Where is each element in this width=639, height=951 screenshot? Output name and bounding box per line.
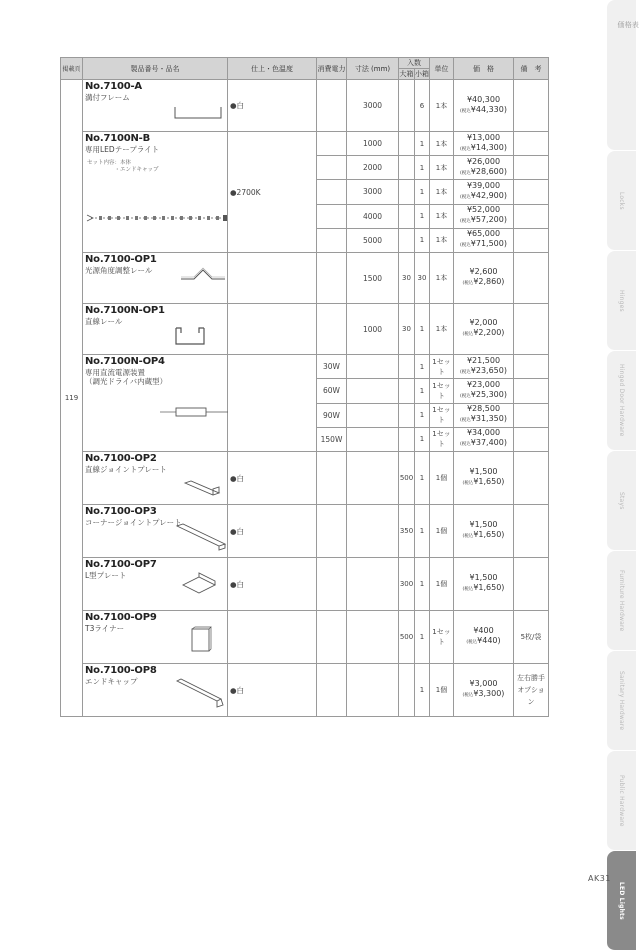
table-row [61, 558, 549, 611]
size-cell [347, 611, 399, 664]
product-name-cell [83, 611, 228, 664]
remarks-cell [514, 379, 549, 403]
unit-cell: 1本 [430, 304, 454, 355]
side-tab-label: 価格表 [617, 20, 639, 29]
price-table [60, 57, 549, 717]
remarks-cell [514, 253, 549, 304]
qty-large-cell [399, 664, 415, 717]
qty-small-cell: 1 [415, 228, 430, 252]
size-cell [347, 558, 399, 611]
finish-cell: ●白 [228, 664, 317, 717]
qty-large-cell [399, 180, 415, 204]
table-row [61, 253, 549, 304]
tax-prefix: (税込 [462, 587, 474, 592]
unit-cell: 1セット [430, 403, 454, 427]
price-cell [454, 80, 514, 132]
qty-large-cell [399, 80, 415, 132]
qty-large-cell: 30 [399, 304, 415, 355]
tax-value: ¥37,400) [470, 438, 507, 448]
product-description: エンドキャップ [85, 677, 138, 686]
product-illustration [160, 406, 228, 418]
product-illustration [175, 522, 227, 552]
remarks-cell: 5枚/袋 [514, 611, 549, 664]
remarks-cell [514, 403, 549, 427]
product-name-cell [83, 355, 228, 452]
size-cell [347, 664, 399, 717]
product-name-cell [83, 80, 228, 132]
size-cell: 3000 [347, 80, 399, 132]
finish-cell: ●白 [228, 505, 317, 558]
price-value: ¥3,000 [469, 679, 498, 688]
page-ref-number: 119 [64, 394, 79, 402]
power-cell [317, 228, 347, 252]
finish-cell: ●白 [228, 452, 317, 505]
qty-large-cell [399, 403, 415, 427]
col-header-qty-small: 小箱 [415, 70, 429, 78]
table-row [61, 505, 549, 558]
remarks-cell [514, 228, 549, 252]
product-code: No.7100N-OP4 [85, 356, 165, 367]
price-with-tax [454, 239, 513, 251]
side-tab-3[interactable] [607, 351, 636, 451]
price-cell [454, 253, 514, 304]
product-name-cell [83, 558, 228, 611]
product-description: 直線レール [85, 317, 123, 326]
size-cell [347, 355, 399, 379]
size-cell [347, 403, 399, 427]
tax-value: ¥28,600) [470, 166, 507, 176]
remarks-cell [514, 80, 549, 132]
qty-large-cell [399, 228, 415, 252]
price-with-tax [454, 530, 513, 542]
product-code: No.7100-OP8 [85, 665, 157, 676]
power-cell [317, 611, 347, 664]
remarks-cell [514, 427, 549, 451]
product-name-cell [83, 132, 228, 253]
tax-value: ¥1,650) [473, 583, 505, 592]
tax-value: ¥1,650) [473, 530, 505, 539]
side-tab-label: Hinges [618, 289, 625, 312]
size-cell: 3000 [347, 180, 399, 204]
qty-small-cell: 1 [415, 355, 430, 379]
size-cell [347, 427, 399, 451]
finish-cell [228, 611, 317, 664]
price-value: ¥34,000 [466, 428, 501, 438]
qty-large-cell: 350 [399, 505, 415, 558]
tax-value: ¥57,200) [470, 215, 507, 225]
product-code: No.7100-OP9 [85, 612, 157, 623]
remarks-cell [514, 156, 549, 180]
price-value: ¥40,300 [466, 94, 501, 104]
product-code: No.7100N-OP1 [85, 305, 165, 316]
product-illustration [175, 677, 227, 707]
col-header-name: 製品番号・品名 [83, 58, 228, 80]
tax-prefix: (税込 [460, 108, 471, 114]
price-cell [454, 304, 514, 355]
price-with-tax [454, 689, 513, 701]
unit-cell: 1個 [430, 505, 454, 558]
power-cell [317, 180, 347, 204]
side-tab-8[interactable] [607, 851, 636, 951]
side-tab-6[interactable] [607, 651, 636, 751]
tax-value: ¥42,900) [470, 190, 507, 200]
price-cell [454, 452, 514, 505]
side-tab-1[interactable] [607, 151, 636, 251]
size-cell [347, 452, 399, 505]
remarks-cell [514, 180, 549, 204]
tax-prefix: (税込 [462, 281, 474, 286]
side-tab-label: Stays [618, 491, 625, 510]
price-with-tax [454, 366, 513, 378]
unit-cell: 1本 [430, 180, 454, 204]
col-header-remarks: 備 考 [514, 58, 549, 80]
side-tab-label: Locks [618, 191, 625, 210]
price-cell [454, 180, 514, 204]
remarks-cell [514, 355, 549, 379]
price-value: ¥39,000 [466, 180, 501, 190]
unit-cell: 1セット [430, 355, 454, 379]
price-with-tax [454, 328, 513, 340]
price-with-tax [454, 583, 513, 595]
product-description: 光源角度調整レール [85, 266, 153, 275]
side-tab-label: Public Hardware [618, 774, 625, 827]
price-cell [454, 427, 514, 451]
price-value: ¥1,500 [469, 467, 498, 476]
price-with-tax [454, 105, 513, 117]
side-tab-0[interactable] [607, 0, 639, 151]
qty-large-cell [399, 156, 415, 180]
col-header-page: 掲載頁 [61, 58, 83, 80]
price-cell [454, 505, 514, 558]
price-value: ¥2,000 [469, 318, 498, 327]
qty-small-cell: 1 [415, 611, 430, 664]
product-illustration [173, 325, 207, 347]
power-cell: 150W [317, 427, 347, 451]
power-cell [317, 304, 347, 355]
col-header-size: 寸法 (mm) [347, 58, 399, 80]
size-cell [347, 379, 399, 403]
unit-cell: 1セット [430, 379, 454, 403]
remarks-cell [514, 304, 549, 355]
price-with-tax [454, 143, 513, 155]
qty-small-cell: 1 [415, 204, 430, 228]
side-index-tabs [607, 0, 639, 920]
side-tab-label: Furniture Hardware [618, 569, 625, 632]
price-value: ¥65,000 [466, 229, 501, 239]
side-tab-label: Hinged Door Hardware [618, 364, 625, 437]
price-value: ¥400 [473, 626, 494, 635]
finish-cell [228, 355, 317, 452]
size-cell: 2000 [347, 156, 399, 180]
power-cell [317, 204, 347, 228]
table-row [61, 452, 549, 505]
product-description: コーナージョイントプレート [85, 518, 182, 527]
finish-cell [228, 304, 317, 355]
product-description: 専用直流電源装置 （調光ドライバ内蔵型） [85, 368, 168, 386]
unit-cell: 1個 [430, 664, 454, 717]
table-row [61, 664, 549, 717]
tax-prefix: (税込 [460, 369, 471, 375]
tax-prefix: (税込 [462, 534, 474, 539]
qty-small-cell: 1 [415, 452, 430, 505]
size-cell: 1000 [347, 304, 399, 355]
price-cell [454, 228, 514, 252]
tax-prefix: (税込 [462, 332, 474, 337]
side-tab-label: Sanitary Hardware [618, 670, 625, 731]
finish-cell: ●白 [228, 558, 317, 611]
product-illustration [181, 571, 219, 595]
table-row [61, 355, 549, 379]
remarks-cell [514, 204, 549, 228]
tax-value: ¥25,300) [470, 389, 507, 399]
qty-large-cell: 30 [399, 253, 415, 304]
side-tab-5[interactable] [607, 551, 636, 651]
qty-large-cell [399, 355, 415, 379]
col-header-unit: 単位 [430, 58, 454, 80]
price-cell [454, 204, 514, 228]
power-cell [317, 452, 347, 505]
col-header-finish: 仕上・色温度 [228, 58, 317, 80]
remarks-cell [514, 505, 549, 558]
price-value: ¥1,500 [469, 520, 498, 529]
power-cell: 30W [317, 355, 347, 379]
qty-small-cell: 1 [415, 664, 430, 717]
product-illustration [189, 626, 213, 654]
price-with-tax [454, 167, 513, 179]
tax-value: ¥71,500) [470, 239, 507, 249]
tax-value: ¥440) [477, 636, 501, 645]
price-value: ¥13,000 [466, 132, 501, 142]
qty-small-cell: 1 [415, 505, 430, 558]
price-value: ¥23,000 [466, 379, 501, 389]
size-cell: 1500 [347, 253, 399, 304]
col-header-price: 価 格 [454, 58, 514, 80]
table-row [61, 80, 549, 132]
tax-value: ¥31,350) [470, 414, 507, 424]
tax-prefix: (税込 [462, 481, 474, 486]
table-row [61, 132, 549, 156]
price-with-tax [454, 636, 513, 648]
qty-small-cell: 1 [415, 132, 430, 156]
product-description: 専用LEDテープライト [85, 145, 160, 154]
qty-small-cell: 1 [415, 304, 430, 355]
price-cell [454, 132, 514, 156]
unit-cell: 1本 [430, 132, 454, 156]
qty-large-cell [399, 379, 415, 403]
remarks-cell [514, 452, 549, 505]
qty-large-cell [399, 427, 415, 451]
tax-prefix: (税込 [466, 640, 478, 645]
product-illustration [173, 105, 223, 121]
side-tab-label: LED Lights [618, 881, 625, 920]
product-name-cell [83, 505, 228, 558]
price-with-tax [454, 191, 513, 203]
tax-value: ¥44,330) [470, 104, 507, 114]
qty-small-cell: 1 [415, 180, 430, 204]
power-cell: 60W [317, 379, 347, 403]
price-cell [454, 664, 514, 717]
power-cell [317, 505, 347, 558]
product-code: No.7100N-B [85, 133, 151, 144]
price-value: ¥52,000 [466, 205, 501, 215]
price-cell [454, 611, 514, 664]
unit-cell: 1本 [430, 204, 454, 228]
tax-prefix: (税込 [460, 219, 471, 225]
tax-value: ¥2,200) [473, 328, 505, 337]
unit-cell: 1本 [430, 253, 454, 304]
tax-value: ¥1,650) [473, 477, 505, 486]
tax-prefix: (税込 [460, 393, 471, 399]
tax-prefix: (税込 [460, 194, 471, 200]
unit-cell: 1本 [430, 228, 454, 252]
price-with-tax [454, 277, 513, 289]
unit-cell: 1個 [430, 452, 454, 505]
side-tab-7[interactable] [607, 751, 636, 851]
tax-value: ¥2,860) [473, 277, 505, 286]
power-cell [317, 558, 347, 611]
power-cell: 90W [317, 403, 347, 427]
qty-small-cell: 1 [415, 403, 430, 427]
product-name-cell [83, 304, 228, 355]
product-description: 直線ジョイントプレート [85, 465, 167, 474]
tax-prefix: (税込 [460, 442, 471, 448]
tax-prefix: (税込 [460, 170, 471, 176]
power-cell [317, 253, 347, 304]
finish-cell [228, 253, 317, 304]
tax-value: ¥14,300) [470, 142, 507, 152]
size-cell: 5000 [347, 228, 399, 252]
power-cell [317, 80, 347, 132]
price-value: ¥28,500 [466, 404, 501, 414]
col-header-qty-large: 大箱 [399, 70, 414, 78]
qty-small-cell: 1 [415, 427, 430, 451]
size-cell [347, 505, 399, 558]
side-tab-4[interactable] [607, 451, 636, 551]
product-code: No.7100-OP1 [85, 254, 157, 265]
qty-small-cell: 30 [415, 253, 430, 304]
power-cell [317, 156, 347, 180]
product-name-cell [83, 664, 228, 717]
price-cell [454, 156, 514, 180]
qty-large-cell: 500 [399, 452, 415, 505]
qty-large-cell [399, 132, 415, 156]
price-with-tax [454, 215, 513, 227]
tax-prefix: (税込 [460, 418, 471, 424]
unit-cell: 1セット [430, 427, 454, 451]
price-value: ¥26,000 [466, 156, 501, 166]
tax-prefix: (税込 [462, 693, 474, 698]
col-header-power: 消費電力 [317, 58, 347, 80]
product-code: No.7100-OP2 [85, 453, 157, 464]
price-with-tax [454, 477, 513, 489]
size-cell: 4000 [347, 204, 399, 228]
product-name-cell [83, 452, 228, 505]
unit-cell: 1本 [430, 80, 454, 132]
power-cell [317, 664, 347, 717]
product-set-contents: セット内容：本体 ・エンドキャップ [87, 160, 159, 173]
qty-small-cell: 1 [415, 379, 430, 403]
price-value: ¥21,500 [466, 355, 501, 365]
qty-small-cell: 6 [415, 80, 430, 132]
tax-value: ¥3,300) [473, 689, 505, 698]
tax-prefix: (税込 [460, 146, 471, 152]
qty-large-cell: 300 [399, 558, 415, 611]
product-description: L型プレート [85, 571, 127, 580]
qty-small-cell: 1 [415, 558, 430, 611]
table-row [61, 611, 549, 664]
product-description: T3ライナー [85, 624, 125, 633]
unit-cell: 1セット [430, 611, 454, 664]
price-cell [454, 355, 514, 379]
qty-small-cell: 1 [415, 156, 430, 180]
unit-cell: 1本 [430, 156, 454, 180]
page-label: AK31 [588, 874, 611, 883]
product-illustration [183, 477, 221, 497]
price-value: ¥2,600 [469, 267, 498, 276]
remarks-cell [514, 132, 549, 156]
price-cell [454, 403, 514, 427]
qty-large-cell [399, 204, 415, 228]
price-cell [454, 379, 514, 403]
price-with-tax [454, 438, 513, 450]
qty-large-cell: 500 [399, 611, 415, 664]
side-tab-2[interactable] [607, 251, 636, 351]
tax-prefix: (税込 [460, 243, 471, 249]
product-illustration [87, 213, 227, 223]
price-with-tax [454, 414, 513, 426]
size-cell: 1000 [347, 132, 399, 156]
product-name-cell [83, 253, 228, 304]
finish-cell: ●2700K [228, 132, 317, 253]
page-ref [61, 80, 83, 717]
remarks-cell [514, 558, 549, 611]
price-value: ¥1,500 [469, 573, 498, 582]
product-code: No.7100-A [85, 81, 142, 92]
product-description: 溝付フレーム [85, 93, 130, 102]
power-cell [317, 132, 347, 156]
table-row [61, 304, 549, 355]
price-with-tax [454, 390, 513, 402]
finish-cell: ●白 [228, 80, 317, 132]
col-header-qty: 入数 [399, 58, 430, 69]
unit-cell: 1個 [430, 558, 454, 611]
product-illustration [180, 267, 226, 281]
product-code: No.7100-OP3 [85, 506, 157, 517]
product-code: No.7100-OP7 [85, 559, 157, 570]
tax-value: ¥23,650) [470, 365, 507, 375]
price-cell [454, 558, 514, 611]
remarks-cell: 左右勝手 オプション [514, 664, 549, 717]
